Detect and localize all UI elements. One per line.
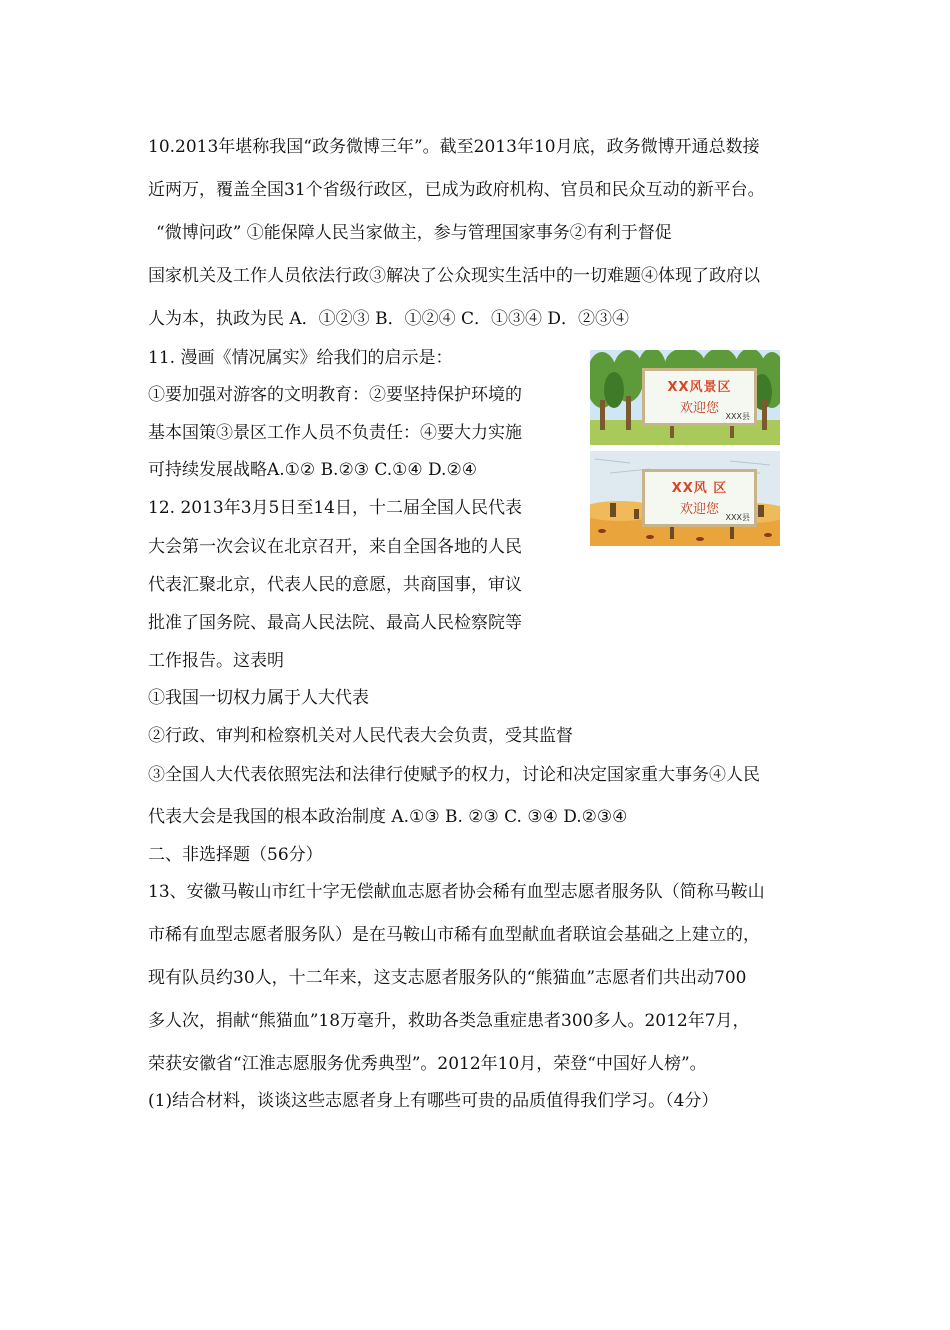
q12-item-3: ③全国人大代表依照宪法和法律行使赋予的权力，讨论和决定国家重大事务④人民 bbox=[148, 765, 760, 785]
section-heading: 二、非选择题（56分） bbox=[148, 845, 323, 865]
q12-line-5: 工作报告。这表明 bbox=[148, 651, 284, 671]
q10-line-1: 10.2013年堪称我国“政务微博三年”。截至2013年10月底，政务微博开通总数接 bbox=[148, 137, 760, 157]
cartoon-panel-barren bbox=[590, 451, 780, 546]
sign-title: XX风景区 bbox=[667, 380, 732, 395]
q12-line-2: 大会第一次会议在北京召开，来自全国各地的人民 bbox=[148, 537, 522, 557]
q11-stem: 11. 漫画《情况属实》给我们的启示是： bbox=[148, 348, 453, 368]
q11-line-3: 基本国策③景区工作人员不负责任：④要大力实施 bbox=[148, 423, 522, 443]
q12-line-3: 代表汇聚北京，代表人民的意愿，共商国事，审议 bbox=[148, 575, 522, 595]
q12-line-1: 12. 2013年3月5日至14日，十二届全国人民代表 bbox=[148, 498, 522, 518]
q12-options: 代表大会是我国的根本政治制度 A.①③ B. ②③ C. ③④ D.②③④ bbox=[148, 807, 628, 827]
q13-line-1: 13、安徽马鞍山市红十字无偿献血志愿者协会稀有血型志愿者服务队（简称马鞍山 bbox=[148, 882, 765, 902]
q13-line-2: 市稀有血型志愿者服务队）是在马鞍山市稀有血型献血者联谊会基础之上建立的， bbox=[148, 925, 760, 945]
q11-line-2: ①要加强对游客的文明教育：②要坚持保护环境的 bbox=[148, 385, 522, 405]
q12-item-2: ②行政、审判和检察机关对人民代表大会负责，受其监督 bbox=[148, 726, 573, 746]
sign-subtitle: 欢迎您 bbox=[679, 502, 719, 517]
welcome-sign-barren bbox=[642, 469, 757, 527]
sign-title: XX风 区 bbox=[671, 481, 728, 496]
q10-options: 人为本，执政为民 A．①②③ B．①②④ C．①③④ D．②③④ bbox=[148, 309, 630, 329]
q11-options: 可持续发展战略A.①② B.②③ C.①④ D.②④ bbox=[148, 460, 477, 480]
sign-county: XXX县 bbox=[725, 513, 750, 522]
cartoon-panel-forest bbox=[590, 350, 780, 445]
q13-subquestion-1: (1)结合材料，谈谈这些志愿者身上有哪些可贵的品质值得我们学习。（4分） bbox=[148, 1091, 719, 1111]
q12-item-1: ①我国一切权力属于人大代表 bbox=[148, 688, 369, 708]
q13-line-4: 多人次，捐献“熊猫血”18万毫升，救助各类急重症患者300多人。2012年7月， bbox=[148, 1011, 750, 1031]
sign-county: XXX县 bbox=[725, 412, 750, 421]
q10-line-2: 近两万，覆盖全国31个省级行政区，已成为政府机构、官员和民众互动的新平台。 bbox=[148, 180, 765, 200]
q12-line-4: 批准了国务院、最高人民法院、最高人民检察院等 bbox=[148, 613, 522, 633]
q13-line-5: 荣获安徽省“江淮志愿服务优秀典型”。2012年10月，荣登“中国好人榜”。 bbox=[148, 1054, 707, 1074]
cartoon-image bbox=[590, 350, 780, 546]
q13-line-3: 现有队员约30人，十二年来，这支志愿者服务队的“熊猫血”志愿者们共出动700 bbox=[148, 968, 747, 988]
q10-line-3: “微博问政” ①能保障人民当家做主，参与管理国家事务②有利于督促 bbox=[156, 223, 672, 243]
welcome-sign-forest bbox=[642, 368, 757, 426]
sign-subtitle: 欢迎您 bbox=[679, 401, 719, 416]
q10-line-4: 国家机关及工作人员依法行政③解决了公众现实生活中的一切难题④体现了政府以 bbox=[148, 266, 760, 286]
